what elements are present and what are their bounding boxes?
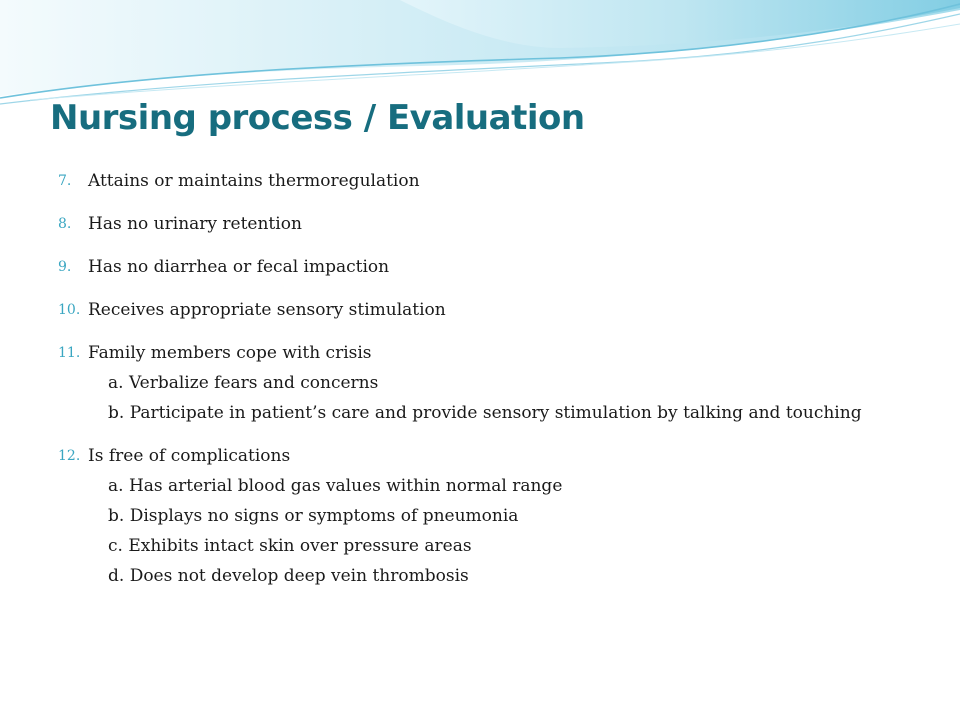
sub-item: b. Displays no signs or symptoms of pneumonia xyxy=(108,506,519,526)
list-item-text: Receives appropriate sensory stimulation xyxy=(88,300,446,320)
list-item-number: 8. xyxy=(58,216,72,232)
list-item-text: Has no diarrhea or fecal impaction xyxy=(88,257,390,277)
list-item-11 xyxy=(58,342,918,424)
list-item-text: Is free of complications xyxy=(88,446,291,466)
list-item-number: 11. xyxy=(58,345,81,361)
evaluation-list xyxy=(58,170,918,587)
list-item-number: 10. xyxy=(58,302,81,318)
list-item-12 xyxy=(58,445,918,587)
sub-item: a. Verbalize fears and concerns xyxy=(108,373,379,393)
list-item-text: Attains or maintains thermoregulation xyxy=(88,171,420,191)
list-item-text: Has no urinary retention xyxy=(88,214,302,234)
list-item-number: 12. xyxy=(58,448,81,464)
list-item-8 xyxy=(58,213,918,235)
sub-item: c. Exhibits intact skin over pressure areas xyxy=(108,536,472,556)
sub-item: a. Has arterial blood gas values within normal range xyxy=(108,476,563,496)
list-item-9 xyxy=(58,256,918,278)
list-item-number: 9. xyxy=(58,259,72,275)
sub-item: b. Participate in patient’s care and provide sensory stimulation by talking and touching xyxy=(108,403,862,423)
list-item-7 xyxy=(58,170,918,192)
list-item-text: Family members cope with crisis xyxy=(88,343,372,363)
list-item-10 xyxy=(58,299,918,321)
sub-item: d. Does not develop deep vein thrombosis xyxy=(108,566,469,586)
list-item-number: 7. xyxy=(58,173,72,189)
slide-title: Nursing process / Evaluation xyxy=(50,98,585,138)
